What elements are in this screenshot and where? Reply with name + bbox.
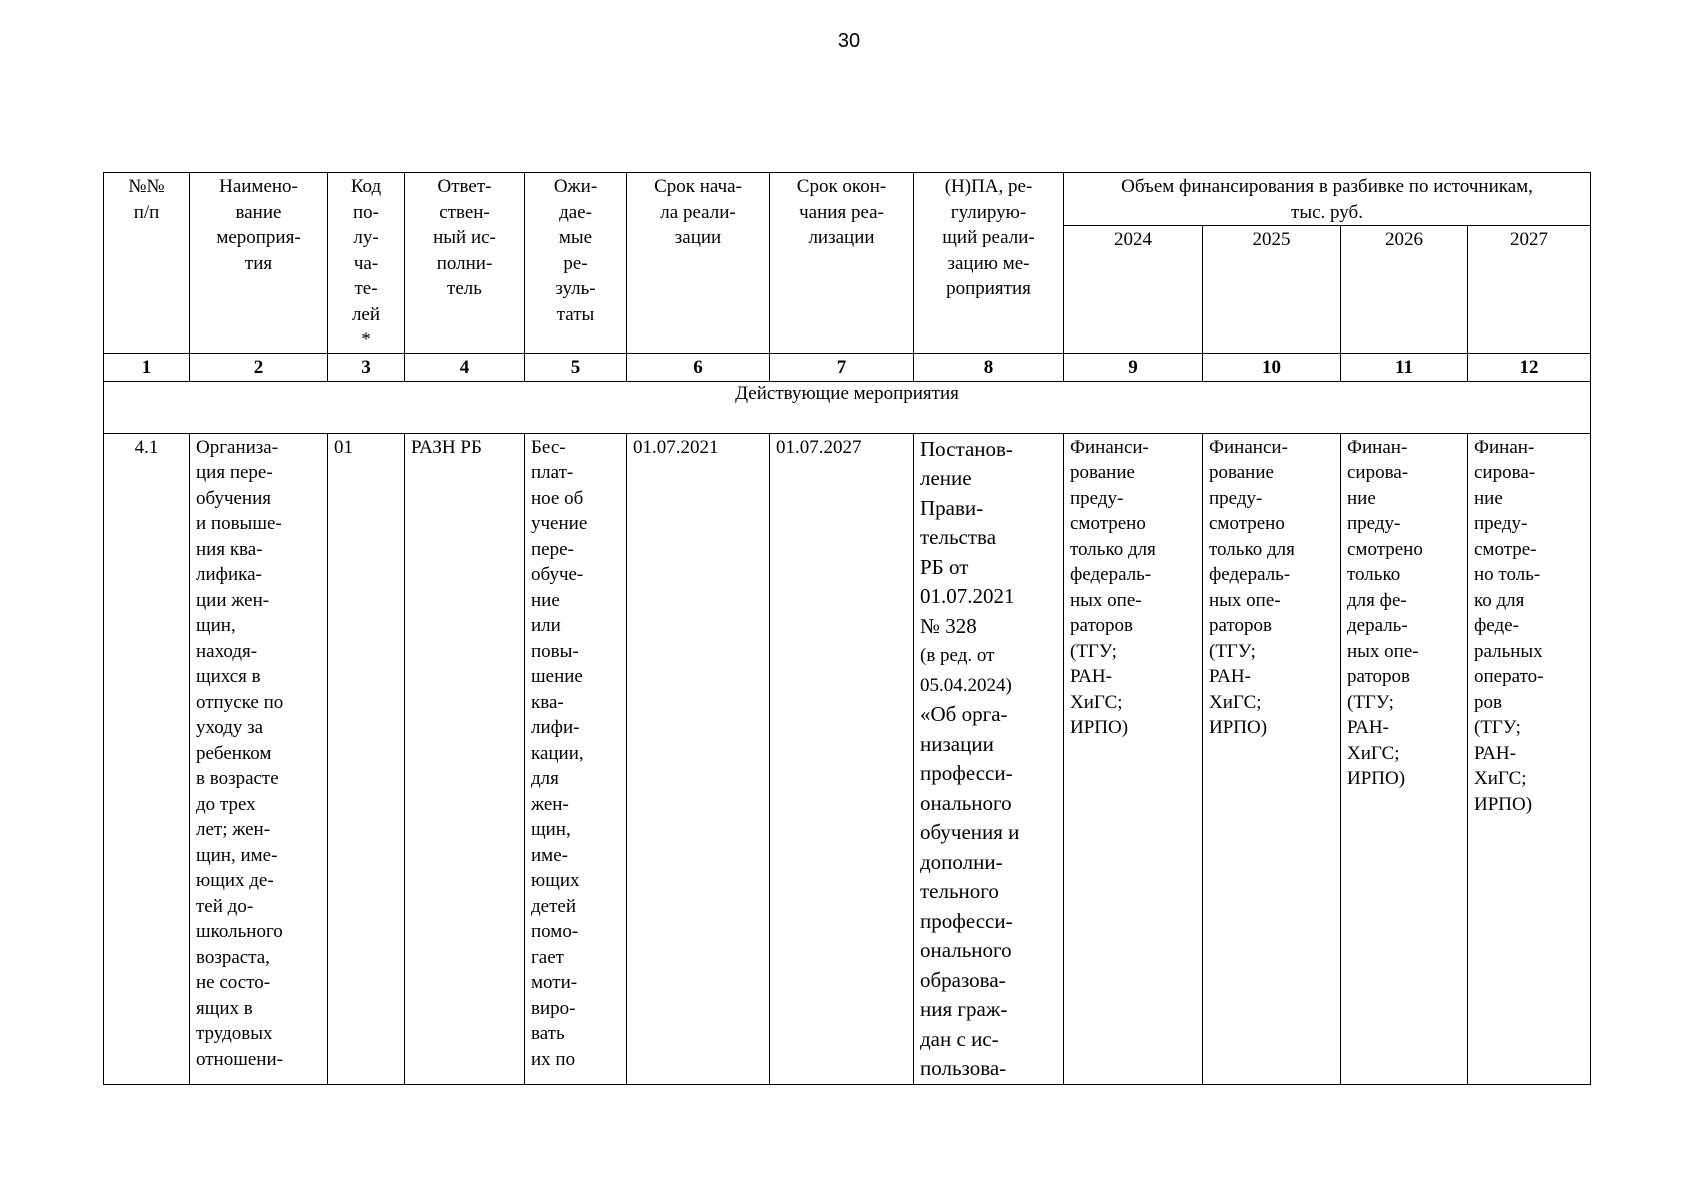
header-name: Наимено- вание мероприя- тия: [190, 173, 328, 354]
page-number: 30: [837, 30, 861, 52]
header-start: Срок нача- ла реали- зации: [627, 173, 770, 354]
header-year-2025: 2025: [1203, 226, 1341, 354]
section-row: [104, 381, 1591, 433]
column-number: 8: [914, 354, 1064, 382]
column-number: 2: [190, 354, 328, 382]
cell-code: 01: [328, 433, 405, 1084]
column-number: 1: [104, 354, 190, 382]
header-row: [104, 173, 1591, 226]
header-results: Ожи- дае- мые ре- зуль- таты: [525, 173, 627, 354]
column-number: 3: [328, 354, 405, 382]
program-measures-table: [103, 172, 1591, 1085]
column-number: 9: [1064, 354, 1203, 382]
cell-fin-2027: Финан- сирова- ние преду- смотре- но толь- ко для феде- ральных oперато- ров (ТГУ; РАН- ХиГС; ИРПО): [1468, 433, 1591, 1084]
cell-end: 01.07.2027: [770, 433, 914, 1084]
column-number: 4: [405, 354, 525, 382]
cell-fin-2025: Финанси- рование преду- смотрено только для федераль- ных опе- раторов (ТГУ; РАН- ХиГС; ИРПО): [1203, 433, 1341, 1084]
header-end: Срок окон- чания реа- лизации: [770, 173, 914, 354]
cell-num: 4.1: [104, 433, 190, 1084]
header-year-2027: 2027: [1468, 226, 1591, 354]
column-number: 11: [1341, 354, 1468, 382]
npa-edition: (в ред. от 05.04.2024): [920, 645, 1012, 696]
cell-npa: [914, 433, 1064, 1084]
npa-title: «Об орга- низации професси- онального обучения и дополни- тельного професси- онального образова- ния граж- дан с ис- пользова-: [920, 702, 1020, 1080]
header-npa: (Н)ПА, ре- гулирую- щий реали- зацию ме- роприятия: [914, 173, 1064, 354]
header-code: Код по- лу- ча- те- лей *: [328, 173, 405, 354]
npa-resolution: Постанов- ление Прави- тельства РБ от 01.07.2021 № 328: [920, 436, 1015, 638]
header-executor: Ответ- ствен- ный ис- полни- тель: [405, 173, 525, 354]
column-number: 5: [525, 354, 627, 382]
cell-fin-2026: Финан- сирова- ние преду- смотрено только для фе- дераль- ных опе- раторов (ТГУ; РАН- ХиГС; ИРПО): [1341, 433, 1468, 1084]
header-year-2026: 2026: [1341, 226, 1468, 354]
cell-executor: РАЗН РБ: [405, 433, 525, 1084]
section-title: Действующие мероприятия: [104, 381, 1591, 433]
column-number: 12: [1468, 354, 1591, 382]
cell-start: 01.07.2021: [627, 433, 770, 1084]
column-number: 10: [1203, 354, 1341, 382]
cell-name: Организа- ция пере- обучения и повыше- ния ква- лифика- ции жен- щин, находя- щихся в отпуске по уходу за ребенком в возрасте до трех лет; жен- щин, име- ющих де- тей до- школьного возраста, не состо- ящих в трудовых отношени-: [190, 433, 328, 1084]
table-row: [104, 433, 1591, 1084]
header-financing: Объем финансирования в разбивке по источникам, тыс. руб.: [1064, 173, 1591, 226]
column-number: 6: [627, 354, 770, 382]
header-year-2024: 2024: [1064, 226, 1203, 354]
cell-fin-2024: Финанси- рование преду- смотрено только для федераль- ных опе- раторов (ТГУ; РАН- ХиГС; ИРПО): [1064, 433, 1203, 1084]
cell-results: Бес- плат- ное об учение пере- обуче- ние или повы- шение ква- лифи- кации, для жен- щин, име- ющих детей помо- гает моти- виро- вать их по: [525, 433, 627, 1084]
column-number: 7: [770, 354, 914, 382]
header-num: №№ п/п: [104, 173, 190, 354]
column-numbers-row: [104, 354, 1591, 382]
